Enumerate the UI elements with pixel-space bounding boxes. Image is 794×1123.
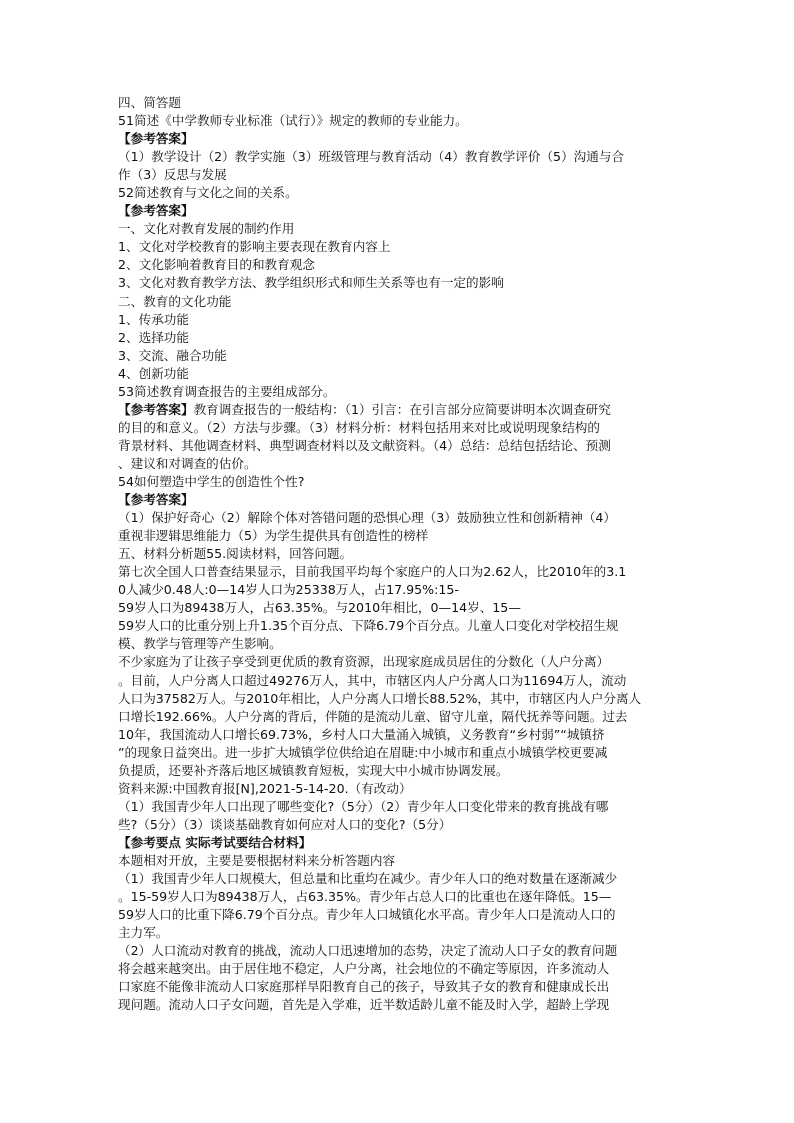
text-line: 【参考答案】 bbox=[118, 131, 194, 147]
text-line: （2）人口流动对教育的挑战，流动人口迅速增加的态势，决定了流动人口子女的教育问题 bbox=[118, 943, 618, 959]
text-line: 2、选择功能 bbox=[118, 329, 189, 345]
text-line: 资料来源:中国教育报[N],2021-5-14-20.（有改动） bbox=[118, 780, 412, 796]
answer-text: 教育调查报告的一般结构：（1）引言：在引言部分应简要讲明本次调查研究 bbox=[193, 401, 611, 417]
text-line: 2、文化影响着教育目的和教育观念 bbox=[118, 257, 315, 273]
text-line: 负提质，还要补齐落后地区城镇教育短板，实现大中小城市协调发展。 bbox=[118, 762, 509, 778]
text-line: 的目的和意义。（2）方法与步骤。（3）材料分析：材料包括用来对比或说明现象结构的 bbox=[118, 419, 600, 435]
text-line: 【参考答案】 bbox=[118, 492, 194, 508]
text-line: 第七次全国人口普查结果显示，目前我国平均每个家庭户的人口为2.62人，比2010年的3.1 bbox=[118, 564, 627, 580]
text-line: （1）教学设计（2）教学实施（3）班级管理与教育活动（4）教育教学评价（5）沟通与合 bbox=[118, 149, 625, 165]
text-line: ”的现象日益突出。进一步扩大城镇学位供给迫在眉睫:中小城市和重点小城镇学校更要减 bbox=[118, 744, 608, 760]
text-line: 3、交流、融合功能 bbox=[118, 347, 227, 363]
text-line: 59岁人口为89438万人，占63.35%。与2010年相比，0—14岁、15— bbox=[118, 600, 521, 616]
text-line: 四、简答题 bbox=[118, 95, 181, 110]
text-line: 模、教学与管理等产生影响。 bbox=[118, 636, 282, 652]
text-line: 53简述教育调查报告的主要组成部分。 bbox=[118, 383, 336, 399]
text-line: 1、文化对学校教育的影响主要表现在教育内容上 bbox=[118, 239, 391, 255]
text-line: 一、文化对教育发展的制约作用 bbox=[118, 221, 295, 237]
text-line: 1、传承功能 bbox=[118, 311, 189, 327]
text-line: 。目前，人户分离人口超过49276万人，其中，市辖区内人户分离人口为11694万人，流动 bbox=[118, 672, 627, 688]
text-line: 4、创新功能 bbox=[118, 365, 189, 381]
answer-label: 【参考答案】 bbox=[118, 401, 194, 417]
text-line: （1）保护好奇心（2）解除个体对答错问题的恐惧心理（3）鼓励独立性和创新精神（4） bbox=[118, 510, 617, 526]
text-line: 、建议和对调查的估价。 bbox=[118, 455, 257, 471]
text-line: （1）我国青少年人口规模大，但总量和比重均在减少。青少年人口的绝对数量在逐渐减少 bbox=[118, 871, 618, 887]
text-line: 【参考答案】 bbox=[118, 203, 194, 219]
text-line: 口家庭不能像非流动人口家庭那样旱阳教育自己的孩子，导致其子女的教育和健康成长出 bbox=[118, 979, 610, 995]
text-line: 作（3）反思与发展 bbox=[118, 167, 227, 183]
text-line bbox=[118, 401, 688, 419]
text-line: 。15-59岁人口为89438万人，占63.35%。青少年占总人口的比重也在逐年降低。15— bbox=[118, 889, 612, 905]
text-line: 主力军。 bbox=[118, 925, 169, 941]
text-line: 59岁人口的比重分别上升1.35个百分点、下降6.79个百分点。儿童人口变化对学校招生规 bbox=[118, 618, 619, 634]
text-line: 51简述《中学教师专业标准（试行）》规定的教师的专业能力。 bbox=[118, 113, 468, 129]
text-line: 些?（5分）（3）谈谈基础教育如何应对人口的变化?（5分） bbox=[118, 816, 452, 832]
text-line: 54如何塑造中学生的创造性个性? bbox=[118, 473, 305, 489]
text-line: 口增长192.66%。人户分离的背后，伴随的是流动儿童、留守儿童，隔代抚养等问题。过去 bbox=[118, 708, 628, 724]
text-line: （1）我国青少年人口出现了哪些变化?（5分）（2）青少年人口变化带来的教育挑战有哪 bbox=[118, 798, 609, 814]
text-line: 10年，我国流动人口增长69.73%，乡村人口大量涌入城镇，义务教育“乡村弱”“城镇挤 bbox=[118, 726, 605, 742]
text-line: 不少家庭为了让孩子享受到更优质的教育资源，出现家庭成员居住的分数化（人户分离） bbox=[118, 654, 610, 670]
text-line: 3、文化对教育教学方法、教学组织形式和师生关系等也有一定的影响 bbox=[118, 275, 504, 291]
text-line: 重视非逻辑思维能力（5）为学生提供具有创造性的榜样 bbox=[118, 528, 429, 544]
text-line: 将会越来越突出。由于居住地不稳定，人户分离，社会地位的不确定等原因，许多流动人 bbox=[118, 961, 610, 977]
text-line: 59岁人口的比重下降6.79个百分点。青少年人口城镇化水平高。青少年人口是流动人口的 bbox=[118, 907, 616, 923]
text-line: 52简述教育与文化之间的关系。 bbox=[118, 185, 298, 201]
text-line: 二、教育的文化功能 bbox=[118, 293, 232, 309]
text-line: 0人减少0.48人:0—14岁人口为25338万人，占17.95%:15- bbox=[118, 582, 459, 598]
text-line: 人口为37582万人。与2010年相比，人户分离人口增长88.52%，其中，市辖区内人户分离人 bbox=[118, 690, 642, 706]
text-line: 本题相对开放，主要是要根据材料来分析答题内容 bbox=[118, 852, 396, 868]
text-line: 背景材料、其他调查材料、典型调查材料以及文献资料。（4）总结：总结包括结论、预测 bbox=[118, 437, 611, 453]
document-page bbox=[118, 94, 688, 1014]
text-line: 五、材料分析题55.阅读材料，回答问题。 bbox=[118, 546, 353, 562]
text-line: 【参考要点 实际考试要结合材料】 bbox=[118, 834, 312, 850]
text-line: 现问题。流动人口子女问题，首先是入学难，近半数适龄儿童不能及时入学，超龄上学现 bbox=[118, 997, 610, 1013]
